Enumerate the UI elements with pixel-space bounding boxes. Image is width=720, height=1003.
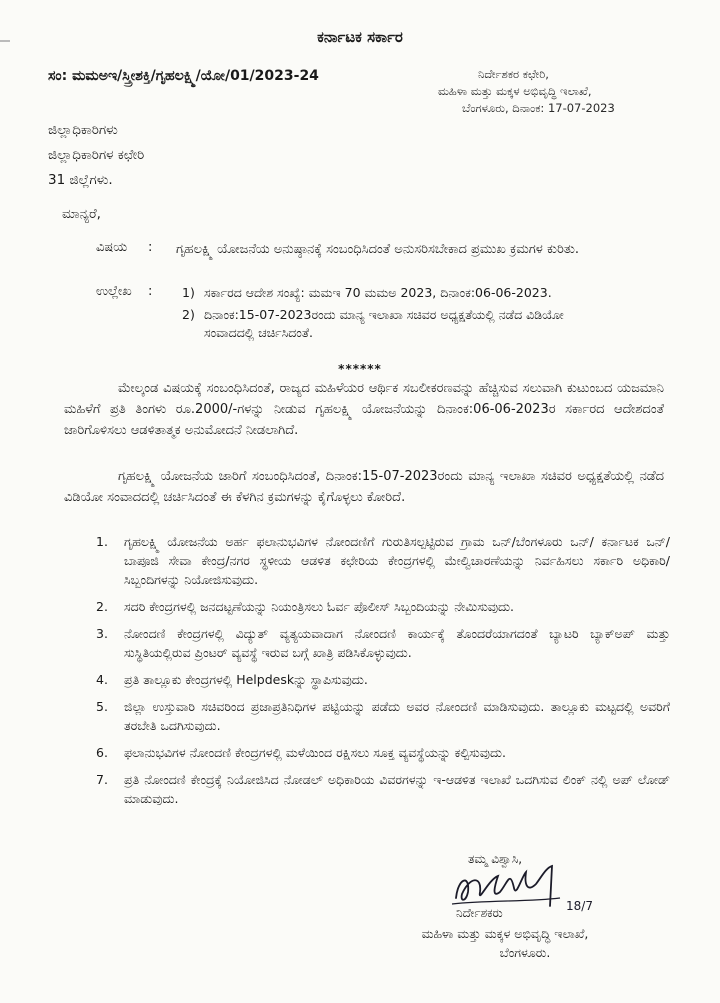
closing-text: ತಮ್ಮ ವಿಶ್ವಾಸಿ,	[468, 852, 523, 866]
list-item-number: 2.	[96, 599, 108, 614]
list-item	[96, 697, 670, 735]
salutation: ಮಾನ್ಯರೆ,	[62, 206, 101, 222]
subject-colon: :	[148, 240, 153, 255]
signatory-designation: ನಿರ್ದೇಶಕರು	[456, 906, 503, 920]
office-line-1: ನಿರ್ದೇಶಕರ ಕಛೇರಿ,	[478, 67, 549, 81]
list-item	[96, 770, 670, 808]
list-item-text: ಪ್ರತಿ ತಾಲ್ಲೂಕು ಕೇಂದ್ರಗಳಲ್ಲಿ Helpdeskನ್ನು ಸ್ಥಾಪಿಸುವುದು.	[124, 672, 368, 687]
list-item	[96, 597, 670, 616]
department-line-1: ಮಹಿಳಾ ಮತ್ತು ಮಕ್ಕಳ ಅಭಿವೃದ್ಧಿ ಇಲಾಖೆ,	[421, 926, 589, 941]
reference-item	[176, 306, 596, 342]
list-item	[96, 743, 670, 762]
body-paragraph-1: ಮೇಲ್ಕಂಡ ವಿಷಯಕ್ಕೆ ಸಂಬಂಧಿಸಿದಂತೆ, ರಾಜ್ಯದ ಮಹಿಳೆಯರ ಆರ್ಥಿಕ ಸಬಲೀಕರಣವನ್ನು ಹೆಚ್ಚಿಸುವ ಸಲುವಾಗಿ ಕುಟುಂಬದ ಯಜಮಾನಿ ಮಹಿಳೆಗೆ ಪ್ರತಿ ತಿಂಗಳು ರೂ.2000/-ಗಳನ್ನು ನೀಡುವ ಗೃಹಲಕ್ಷ್ಮಿ ಯೋಜನೆಯನ್ನು ದಿನಾಂಕ:06-06-2023ರ ಸರ್ಕಾರದ ಆದೇಶದಂತೆ ಜಾರಿಗೊಳಿಸಲು ಆಡಳಿತಾತ್ಮಕ ಅನುಮೋದನೆ ನೀಡಲಾಗಿದೆ.	[64, 381, 664, 438]
references-label: ಉಲ್ಲೇಖ	[96, 284, 132, 299]
references-colon: :	[148, 284, 153, 299]
body-paragraph-2: ಗೃಹಲಕ್ಷ್ಮಿ ಯೋಜನೆಯ ಜಾರಿಗೆ ಸಂಬಂಧಿಸಿದಂತೆ, ದಿನಾಂಕ:15-07-2023ರಂದು ಮಾನ್ಯ ಇಲಾಖಾ ಸಚಿವರ ಅಧ್ಯಕ್ಷತೆಯಲ್ಲಿ ನಡೆದ ವಿಡಿಯೋ ಸಂವಾದದಲ್ಲಿ ಚರ್ಚಿಸಿದಂತೆ ಈ ಕೆಳಗಿನ ಕ್ರಮಗಳನ್ನು ಕೈಗೊಳ್ಳಲು ಕೋರಿದೆ.	[64, 469, 664, 505]
signatory-department	[380, 924, 630, 962]
list-item-number: 1.	[96, 534, 108, 549]
references-list	[176, 284, 596, 346]
reference-number: ಸಂ: ಮಮಅಇ/ಸ್ತ್ರೀಶಕ್ತಿ/ಗೃಹಲಕ್ಷ್ಮಿ/ಯೋ/01/2023-24	[48, 68, 319, 84]
addressee-line-3: 31 ಜಿಲ್ಲೆಗಳು.	[48, 172, 113, 188]
reference-item	[176, 284, 596, 302]
office-date-line: ಬೆಂಗಳೂರು, ದಿನಾಂಕ: 17-07-2023	[462, 101, 615, 115]
subject-text: ಗೃಹಲಕ್ಷ್ಮಿ ಯೋಜನೆಯ ಅನುಷ್ಠಾನಕ್ಕೆ ಸಂಬಂಧಿಸಿದಂತೆ ಅನುಸರಿಸಬೇಕಾದ ಪ್ರಮುಖ ಕ್ರಮಗಳ ಕುರಿತು.	[176, 242, 579, 257]
list-item	[96, 670, 670, 689]
signature-date-mark: 18/7	[566, 899, 593, 913]
reference-number-label: 2)	[182, 307, 195, 322]
addressee-line-2: ಜಿಲ್ಲಾಧಿಕಾರಿಗಳ ಕಛೇರಿ	[48, 147, 145, 163]
list-item-text: ನೋಂದಣಿ ಕೇಂದ್ರಗಳಲ್ಲಿ ವಿದ್ಯುತ್ ವ್ಯತ್ಯಯವಾದಾಗ ನೋಂದಣಿ ಕಾರ್ಯಕ್ಕೆ ತೊಂದರೆಯಾಗದಂತೆ ಬ್ಯಾಟರಿ ಬ್ಯಾಕ್‌ಅಪ್ ಮತ್ತು ಸುಸ್ಥಿತಿಯಲ್ಲಿರುವ ಪ್ರಿಂಟರ್ ವ್ಯವಸ್ಥೆ ಇರುವ ಬಗ್ಗೆ ಖಾತ್ರಿ ಪಡಿಸಿಕೊಳ್ಳುವುದು.	[124, 626, 670, 660]
list-item-text: ಪ್ರತಿ ನೋಂದಣಿ ಕೇಂದ್ರಕ್ಕೆ ನಿಯೋಜಿಸಿದ ನೋಡಲ್ ಅಧಿಕಾರಿಯ ವಿವರಗಳನ್ನು ಇ-ಆಡಳಿತ ಇಲಾಖೆ ಒದಗಿಸುವ ಲಿಂಕ್ ನಲ್ಲಿ ಅಪ್ ಲೋಡ್ ಮಾಡುವುದು.	[124, 772, 670, 806]
letter-title: ಕರ್ನಾಟಕ ಸರ್ಕಾರ	[317, 28, 403, 46]
list-item	[96, 624, 670, 662]
office-address	[430, 66, 615, 117]
list-item	[96, 532, 670, 589]
subject-label: ವಿಷಯ	[96, 240, 128, 255]
action-list	[96, 532, 670, 816]
department-line-2: ಬೆಂಗಳೂರು.	[499, 945, 551, 960]
reference-text: ದಿನಾಂಕ:15-07-2023ರಂದು ಮಾನ್ಯ ಇಲಾಖಾ ಸಚಿವರ ಅಧ್ಯಕ್ಷತೆಯಲ್ಲಿ ನಡೆದ ವಿಡಿಯೋ ಸಂವಾದದಲ್ಲಿ ಚರ್ಚಿಸಿದಂತೆ.	[204, 307, 564, 340]
office-line-2: ಮಹಿಳಾ ಮತ್ತು ಮಕ್ಕಳ ಅಭಿವೃದ್ಧಿ ಇಲಾಖೆ,	[438, 84, 592, 98]
list-item-number: 6.	[96, 745, 108, 760]
list-item-number: 4.	[96, 672, 108, 687]
list-item-text: ಫಲಾನುಭವಿಗಳ ನೋಂದಣಿ ಕೇಂದ್ರಗಳಲ್ಲಿ ಮಳೆಯಿಂದ ರಕ್ಷಿಸಲು ಸೂಕ್ತ ವ್ಯವಸ್ಥೆಯನ್ನು ಕಲ್ಪಿಸುವುದು.	[124, 745, 506, 760]
reference-number-label: 1)	[182, 285, 195, 300]
addressee-block	[48, 118, 144, 193]
reference-text: ಸರ್ಕಾರದ ಆದೇಶ ಸಂಖ್ಯೆ: ಮಮಇ 70 ಮಮಅ 2023, ದಿನಾಂಕ:06-06-2023.	[204, 285, 552, 300]
separator: ******	[338, 362, 382, 376]
list-item-text: ಜಿಲ್ಲಾ ಉಸ್ತುವಾರಿ ಸಚಿವರಿಂದ ಪ್ರಜಾಪ್ರತಿನಿಧಿಗಳ ಪಟ್ಟಿಯನ್ನು ಪಡೆದು ಅವರ ನೋಂದಣಿ ಮಾಡಿಸುವುದು. ತಾಲ್ಲೂಕು ಮಟ್ಟದಲ್ಲಿ ಅವರಿಗೆ ತರಬೇತಿ ಒದಗಿಸುವುದು.	[124, 699, 670, 733]
list-item-number: 3.	[96, 626, 108, 641]
list-item-text: ಗೃಹಲಕ್ಷ್ಮಿ ಯೋಜನೆಯ ಅರ್ಹ ಫಲಾನುಭವಿಗಳ ನೋಂದಣಿಗೆ ಗುರುತಿಸಲ್ಪಟ್ಟಿರುವ ಗ್ರಾಮ ಒನ್/ಬೆಂಗಳೂರು ಒನ್/ ಕರ್ನಾಟಕ ಒನ್/ ಬಾಪೂಜಿ ಸೇವಾ ಕೇಂದ್ರ/ನಗರ ಸ್ಥಳೀಯ ಆಡಳಿತ ಕಛೇರಿಯ ಕೇಂದ್ರಗಳಲ್ಲಿ ಮೇಲ್ವಿಚಾರಣೆಯನ್ನು ನಿರ್ವಹಿಸಲು ಸರ್ಕಾರಿ ಅಧಿಕಾರಿ/ ಸಿಬ್ಬಂದಿಗಳನ್ನು ನಿಯೋಜಿಸುವುದು.	[124, 534, 670, 587]
list-item-text: ಸದರಿ ಕೇಂದ್ರಗಳಲ್ಲಿ ಜನದಟ್ಟಣೆಯನ್ನು ನಿಯಂತ್ರಿಸಲು ಓರ್ವ ಪೊಲೀಸ್ ಸಿಬ್ಬಂದಿಯನ್ನು ನೇಮಿಸುವುದು.	[124, 599, 515, 614]
list-item-number: 7.	[96, 772, 108, 787]
list-item-number: 5.	[96, 699, 108, 714]
addressee-line-1: ಜಿಲ್ಲಾಧಿಕಾರಿಗಳು	[48, 122, 118, 138]
